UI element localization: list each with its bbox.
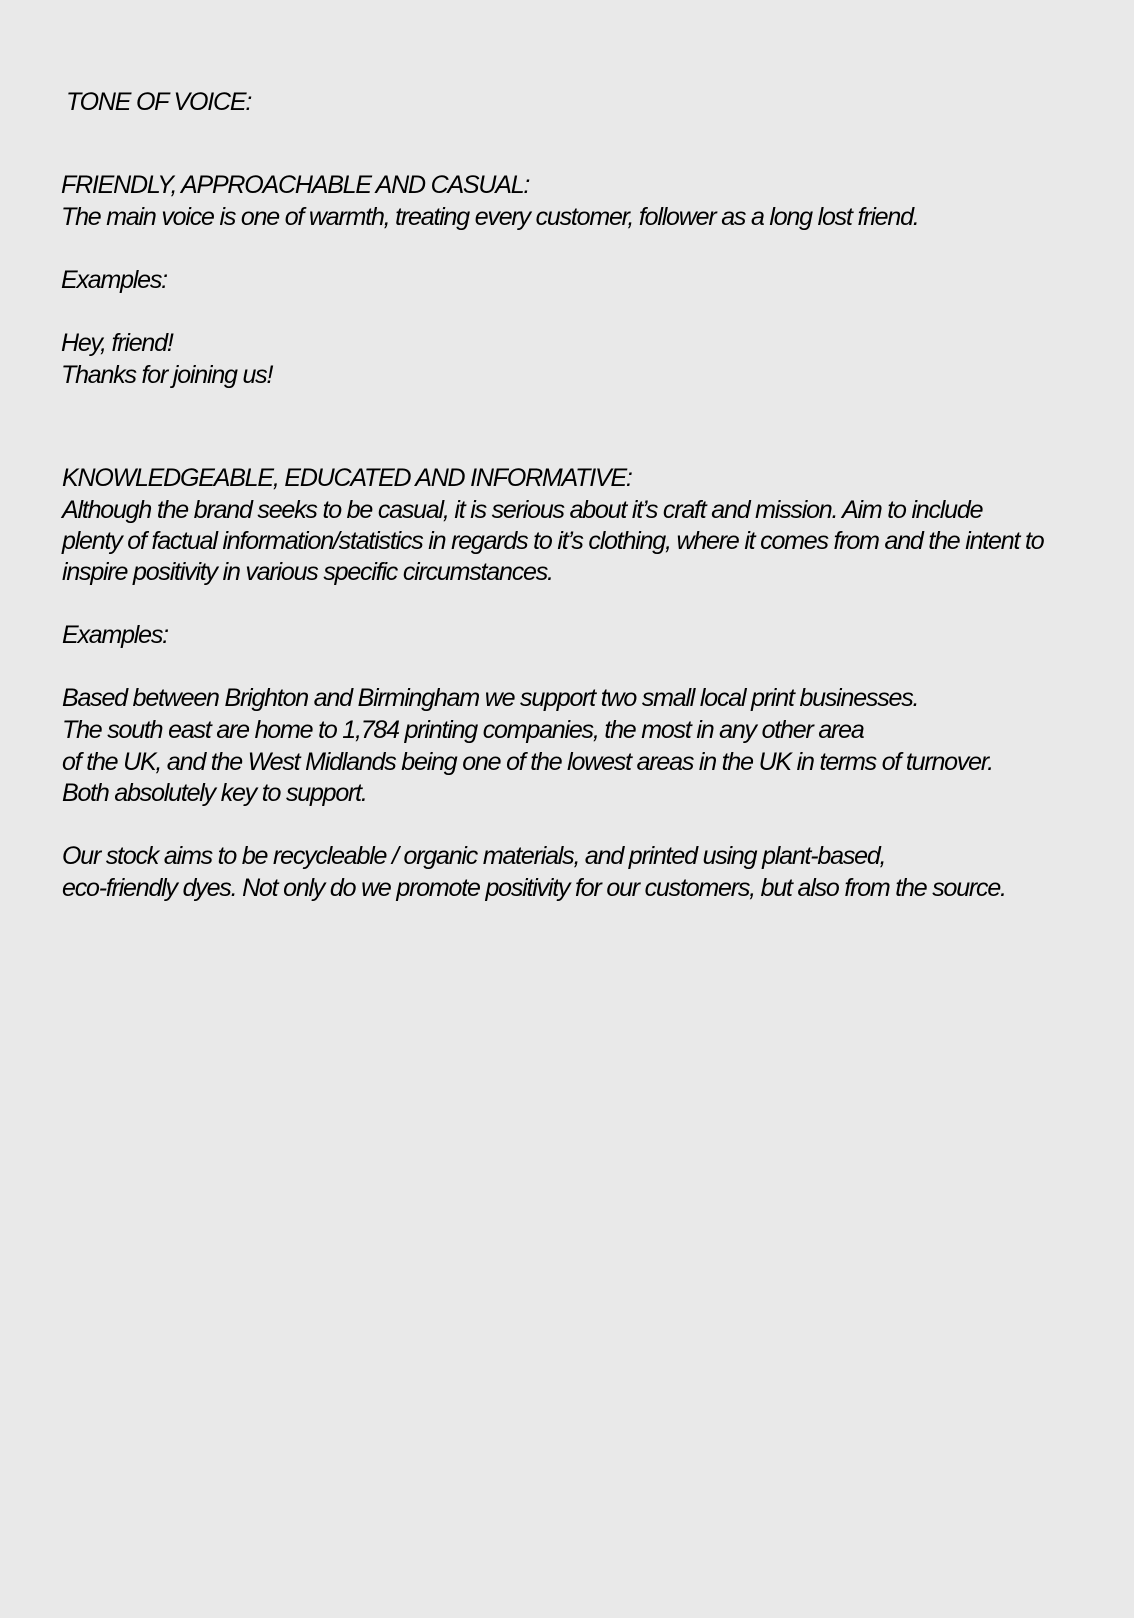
section-heading: FRIENDLY, APPROACHABLE AND CASUAL: xyxy=(61,171,530,199)
examples-label: Examples: xyxy=(61,266,167,294)
example-line: eco-friendly dyes. Not only do we promote positivity for our customers, but also from the source. xyxy=(62,874,1006,902)
section-body-line: plenty of factual information/statistics in regards to it’s clothing, where it comes from and the intent to xyxy=(62,527,1044,555)
section-body-line: Although the brand seeks to be casual, it is serious about it’s craft and mission. Aim to include xyxy=(62,496,983,524)
example-line: Our stock aims to be recycleable / organic materials, and printed using plant-based, xyxy=(62,842,886,870)
example-line: The south east are home to 1,784 printing companies, the most in any other area xyxy=(62,716,864,744)
examples-label: Examples: xyxy=(62,621,168,649)
section-body-line: inspire positivity in various specific circumstances. xyxy=(62,558,553,586)
section-body-line: The main voice is one of warmth, treating every customer, follower as a long lost friend. xyxy=(61,203,919,231)
section-heading: KNOWLEDGEABLE, EDUCATED AND INFORMATIVE: xyxy=(62,464,632,492)
example-line: of the UK, and the West Midlands being one of the lowest areas in the UK in terms of turnover. xyxy=(62,748,993,776)
example-line: Hey, friend! xyxy=(61,329,173,357)
example-line: Thanks for joining us! xyxy=(61,361,273,389)
example-line: Based between Brighton and Birmingham we support two small local print businesses. xyxy=(62,684,919,712)
example-line: Both absolutely key to support. xyxy=(62,779,367,807)
page-title: TONE OF VOICE: xyxy=(66,88,252,116)
